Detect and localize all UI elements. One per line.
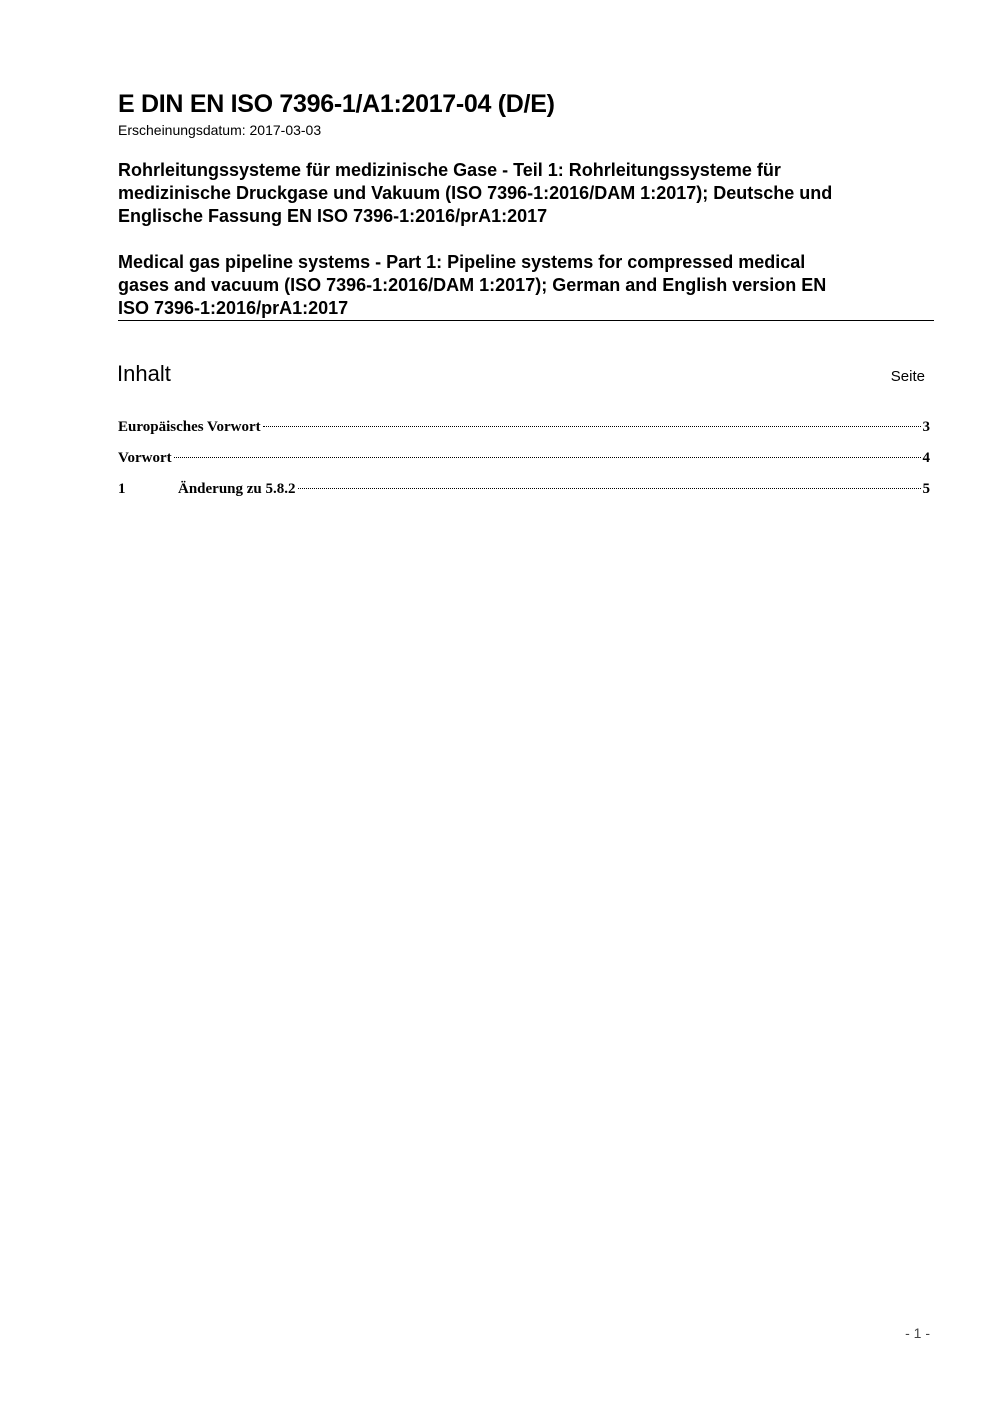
title-english (118, 251, 938, 320)
toc-page-label: Seite (890, 368, 925, 385)
toc-entry-page[interactable]: 5 (922, 481, 930, 497)
toc-entry-amendment[interactable] (118, 478, 930, 509)
document-id: E DIN EN ISO 7396-1/A1:2017-04 (D/E) (118, 90, 555, 118)
toc-entry-foreword[interactable] (118, 447, 930, 478)
toc-dot-leader (298, 488, 921, 489)
toc-entry-european-foreword[interactable] (118, 416, 930, 447)
table-of-contents (118, 416, 930, 509)
toc-entry-page[interactable]: 4 (922, 450, 930, 466)
toc-entry-text[interactable]: Europäisches Vorwort (118, 419, 261, 435)
toc-dot-leader (174, 457, 921, 458)
title-divider (118, 320, 934, 321)
toc-entry-text[interactable]: Vorwort (118, 450, 172, 466)
footer-page-number: - 1 - (905, 1325, 930, 1341)
toc-entry-text[interactable]: Änderung zu 5.8.2 (178, 481, 296, 497)
publication-date: Erscheinungsdatum: 2017-03-03 (118, 122, 322, 138)
toc-entry-page[interactable]: 3 (922, 419, 930, 435)
title-english-line: ISO 7396-1:2016/prA1:2017 (118, 298, 349, 318)
title-english-line: gases and vacuum (ISO 7396-1:2016/DAM 1:2017); German and English version EN (118, 275, 827, 295)
title-german-line: medizinische Druckgase und Vakuum (ISO 7396-1:2016/DAM 1:2017); Deutsche und (118, 183, 833, 203)
toc-entry-number: 1 (118, 481, 126, 497)
title-german-line: Rohrleitungssysteme für medizinische Gase - Teil 1: Rohrleitungssysteme für (118, 160, 781, 180)
title-english-line: Medical gas pipeline systems - Part 1: Pipeline systems for compressed medical (118, 252, 806, 272)
title-german (118, 159, 938, 228)
toc-heading: Inhalt (117, 361, 171, 386)
toc-dot-leader (263, 426, 921, 427)
title-german-line: Englische Fassung EN ISO 7396-1:2016/prA1:2017 (118, 206, 548, 226)
